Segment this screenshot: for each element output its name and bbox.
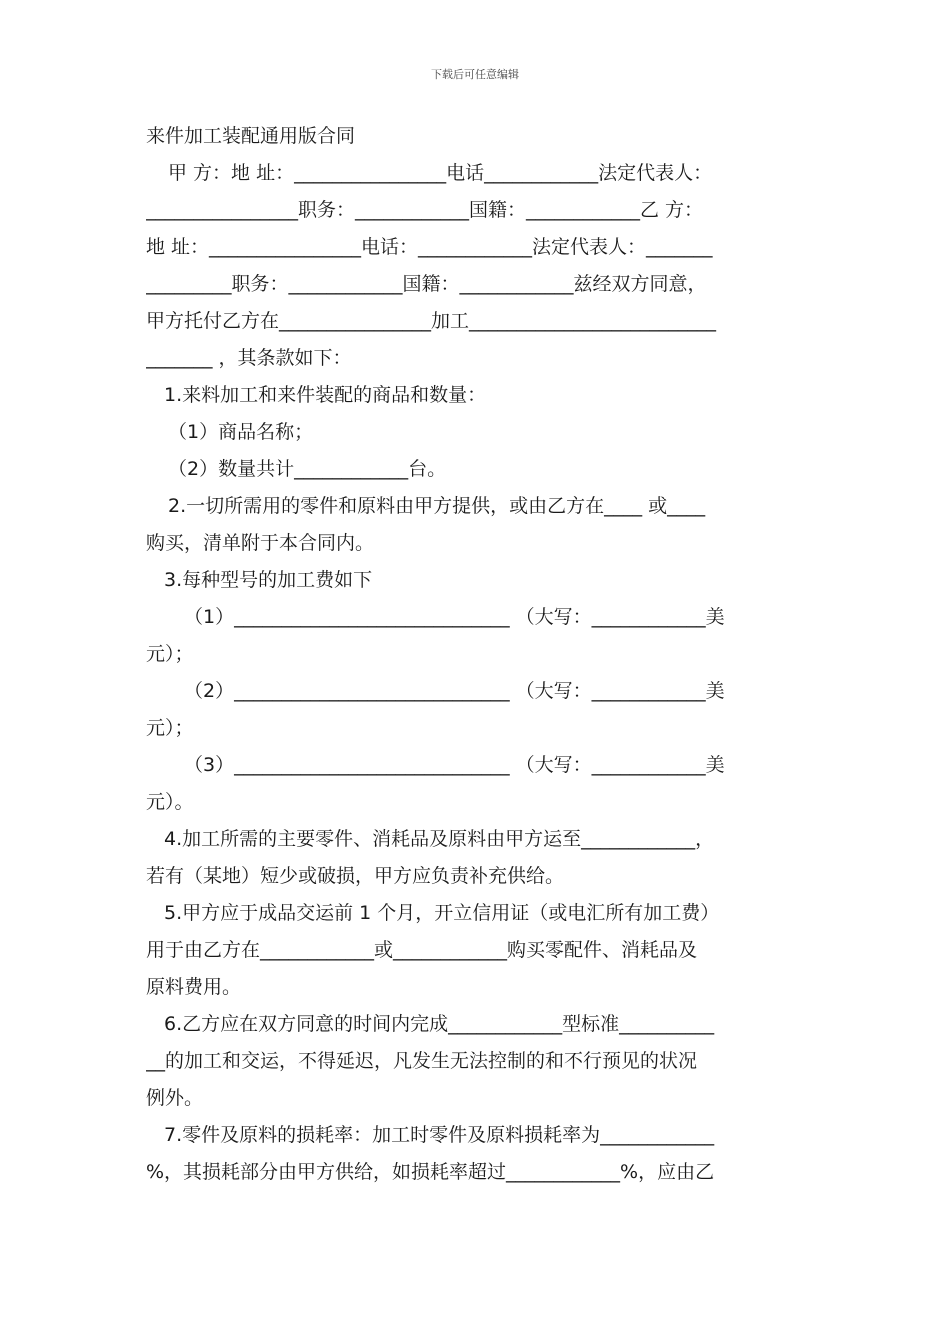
paragraph-line: 若有（某地）短少或破损，甲方应负责补充供给。: [146, 865, 565, 887]
paragraph-line: 元）；: [146, 717, 194, 739]
paragraph-line: 甲方托付乙方在________________加工__________________________: [146, 310, 717, 332]
paragraph-line: _________职务：____________国籍：____________兹经双方同意，: [146, 273, 707, 295]
paragraph-line: 甲 方：地 址：________________电话____________法定代表人：: [168, 162, 713, 184]
contract-body: [146, 118, 808, 1191]
clause-heading: 3.每种型号的加工费如下: [164, 569, 373, 591]
paragraph-line: ________________职务：____________国籍：____________乙 方：: [146, 199, 704, 221]
paragraph-line: 例外。: [146, 1087, 204, 1109]
clause-heading: 1.来料加工和来件装配的商品和数量：: [164, 384, 487, 406]
clause-heading: 5.甲方应于成品交运前 1 个月，开立信用证（或电汇所有加工费）: [164, 902, 720, 924]
page-header: 下载后可任意编辑: [431, 68, 519, 81]
fee-item: （1）_____________________________ （大写：____________美: [184, 606, 725, 628]
clause-item: （2）数量共计____________台。: [168, 458, 447, 480]
paragraph-line: 元）。: [146, 791, 194, 813]
paragraph-line: 地 址：________________电话：____________法定代表人：_______: [146, 236, 713, 258]
fee-item: （2）_____________________________ （大写：____________美: [184, 680, 725, 702]
clause-heading: 4.加工所需的主要零件、消耗品及原料由甲方运至____________，: [164, 828, 715, 850]
paragraph-line: %，其损耗部分由甲方供给，如损耗率超过____________%，应由乙: [146, 1161, 715, 1183]
document-title: 来件加工装配通用版合同: [146, 125, 356, 147]
paragraph-line: 购买，清单附于本合同内。: [146, 532, 375, 554]
clause-heading: 2.一切所需用的零件和原料由甲方提供，或由乙方在____ 或____: [168, 495, 706, 517]
clause-item: （1）商品名称；: [168, 421, 314, 443]
paragraph-line: _______ ，其条款如下：: [146, 347, 352, 369]
paragraph-line: __的加工和交运，不得延迟，凡发生无法控制的和不行预见的状况: [146, 1050, 698, 1072]
clause-heading: 7.零件及原料的损耗率：加工时零件及原料损耗率为____________: [164, 1124, 715, 1146]
clause-heading: 6.乙方应在双方同意的时间内完成____________型标准__________: [164, 1013, 715, 1035]
paragraph-line: 元）；: [146, 643, 194, 665]
paragraph-line: 用于由乙方在____________或____________购买零配件、消耗品及: [146, 939, 698, 961]
fee-item: （3）_____________________________ （大写：____________美: [184, 754, 725, 776]
paragraph-line: 原料费用。: [146, 976, 242, 998]
